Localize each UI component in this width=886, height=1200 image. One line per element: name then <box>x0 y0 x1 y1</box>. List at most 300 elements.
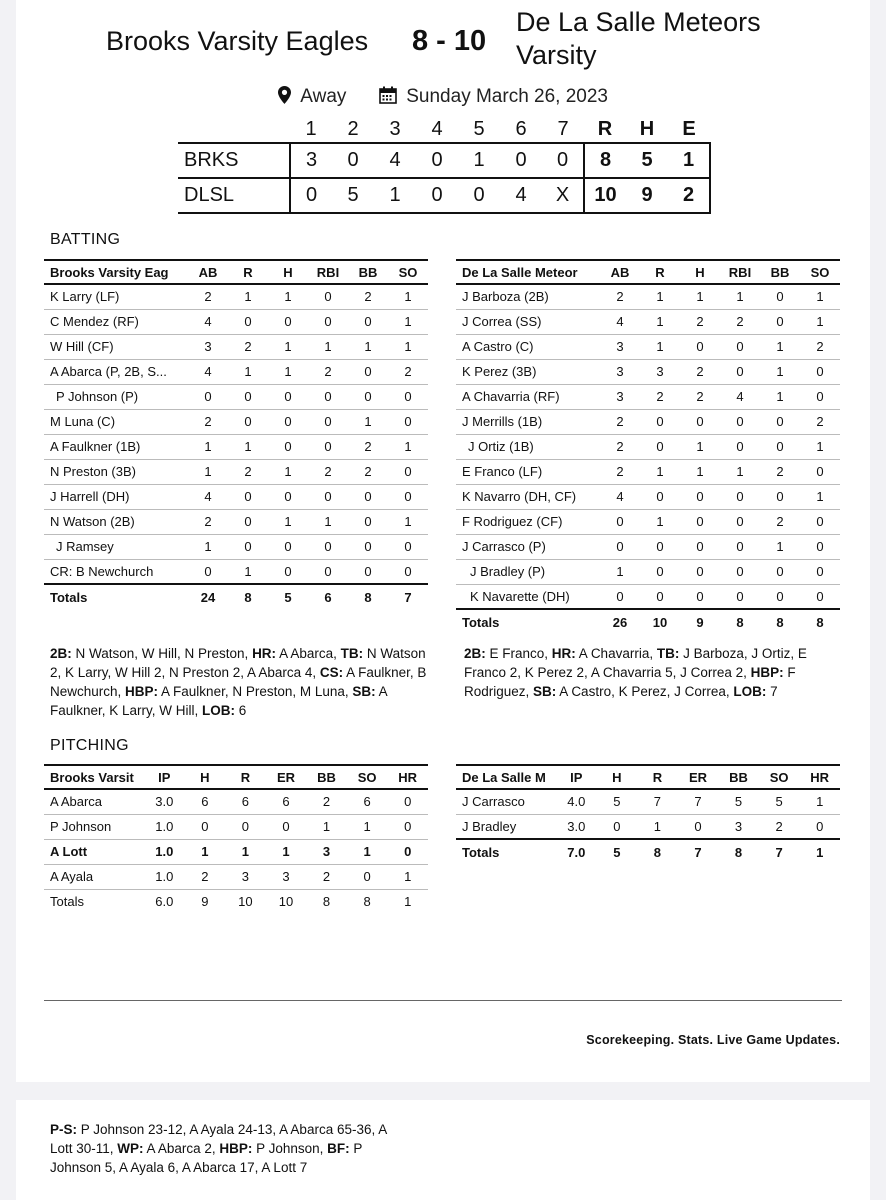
note-text: P Johnson 23-12, A Ayala 24-13, A Abarca 65-36, A Lott 30-11, <box>50 1122 387 1156</box>
note-label: TB: <box>656 646 680 661</box>
stat-cell: 0 <box>600 534 640 559</box>
totals-cell: 10 <box>640 609 680 634</box>
player-row <box>456 284 840 309</box>
stat-cell: 1 <box>268 284 308 309</box>
stat-cell: 1 <box>799 789 840 814</box>
stat-cell: 1 <box>640 459 680 484</box>
stat-cell: 0 <box>308 409 348 434</box>
stat-cell: 0 <box>760 434 800 459</box>
stat-cell: 3 <box>600 334 640 359</box>
inning-header: 2 <box>347 118 359 140</box>
player-name: M Luna (C) <box>44 409 188 434</box>
pitching-notes <box>50 1120 410 1177</box>
linescore-runs: 10 <box>584 178 626 213</box>
stat-cell: 0 <box>387 814 428 839</box>
team-column-header: Brooks Varsit <box>44 765 144 789</box>
stat-cell: 0 <box>640 409 680 434</box>
player-name: N Preston (3B) <box>44 459 188 484</box>
stat-column-header: SO <box>347 765 388 789</box>
stat-cell: 6 <box>185 789 226 814</box>
stat-cell: 4 <box>188 359 228 384</box>
stat-cell: 0 <box>228 309 268 334</box>
linescore-inning-cell: 1 <box>458 143 500 178</box>
stat-cell: 1 <box>188 459 228 484</box>
stat-cell: 0 <box>228 384 268 409</box>
stat-cell: 0 <box>388 534 428 559</box>
stat-cell: 4.0 <box>556 789 597 814</box>
stat-cell: 1 <box>188 434 228 459</box>
stat-cell: 0 <box>800 359 840 384</box>
stat-cell: 0 <box>680 509 720 534</box>
stat-cell: 7 <box>637 789 678 814</box>
stat-cell: 0 <box>348 309 388 334</box>
linescore-errors: 1 <box>668 143 710 178</box>
stat-cell: 2 <box>308 459 348 484</box>
stat-cell: 0 <box>348 559 388 584</box>
stat-column-header: ER <box>678 765 719 789</box>
stat-cell: 0 <box>308 559 348 584</box>
stat-cell: 2 <box>680 309 720 334</box>
note-label: P-S: <box>50 1122 77 1137</box>
linescore-row <box>178 178 710 213</box>
stat-cell: 0 <box>348 484 388 509</box>
stat-cell: 2 <box>720 309 760 334</box>
stat-cell: 3 <box>306 839 347 864</box>
note-text: A Chavarria, <box>575 646 657 661</box>
player-name: A Faulkner (1B) <box>44 434 188 459</box>
stat-cell: 0 <box>188 384 228 409</box>
stat-cell: 0 <box>225 814 266 839</box>
totals-cell: 8 <box>760 609 800 634</box>
stat-cell: 0 <box>640 434 680 459</box>
stat-cell: 0 <box>228 409 268 434</box>
totals-cell: 7 <box>759 839 800 864</box>
linescore-team: DLSL <box>178 178 290 213</box>
stat-cell: 0 <box>348 359 388 384</box>
stat-cell: 1 <box>225 839 266 864</box>
stat-cell: 0 <box>348 534 388 559</box>
stat-cell: 1 <box>228 359 268 384</box>
totals-cell: 8 <box>637 839 678 864</box>
player-name: J Ortiz (1B) <box>456 434 600 459</box>
stat-cell: 0 <box>720 359 760 384</box>
stat-cell: 0 <box>308 484 348 509</box>
linescore-errors: 2 <box>668 178 710 213</box>
inning-header: 5 <box>473 118 485 140</box>
stat-cell: 0 <box>388 459 428 484</box>
stat-column-header: BB <box>348 260 388 284</box>
stat-cell: 0 <box>600 584 640 609</box>
stat-cell: 0 <box>268 534 308 559</box>
stat-cell: 4 <box>188 484 228 509</box>
footer-tagline: Scorekeeping. Stats. Live Game Updates. <box>586 1033 840 1047</box>
stat-cell: 6 <box>347 789 388 814</box>
stat-cell: 0 <box>308 284 348 309</box>
player-name: C Mendez (RF) <box>44 309 188 334</box>
linescore-inning-cell: 0 <box>416 178 458 213</box>
note-label: CS: <box>319 665 344 680</box>
totals-cell: 9 <box>201 894 209 910</box>
stat-cell: 0 <box>680 559 720 584</box>
away-team-name: De La Salle Meteors Varsity <box>516 7 761 70</box>
stat-cell: 0 <box>678 814 719 839</box>
stat-column-header: H <box>268 260 308 284</box>
player-row <box>44 309 428 334</box>
linescore-row <box>178 143 710 178</box>
totals-row <box>44 889 428 914</box>
linescore-inning-cell: 5 <box>332 178 374 213</box>
stat-column-header: IP <box>556 765 597 789</box>
totals-cell: 6.0 <box>155 894 174 910</box>
player-name: J Barboza (2B) <box>456 284 600 309</box>
stat-cell: 5 <box>597 789 638 814</box>
stat-cell: 5 <box>718 789 759 814</box>
totals-cell: 1 <box>404 894 412 910</box>
totals-cell: 8 <box>322 894 331 910</box>
stat-column-header: R <box>640 260 680 284</box>
player-row <box>456 334 840 359</box>
stat-cell: 0 <box>308 309 348 334</box>
note-label: HR: <box>551 646 576 661</box>
stat-cell: 0 <box>387 789 428 814</box>
totals-cell: 24 <box>188 584 228 609</box>
note-label: HBP: <box>219 1141 253 1156</box>
stat-cell: 0 <box>680 409 720 434</box>
stat-cell: 1 <box>308 509 348 534</box>
totals-cell: 8 <box>363 894 371 910</box>
stat-column-header: SO <box>388 260 428 284</box>
stat-cell: 2 <box>228 459 268 484</box>
player-name: K Navarro (DH, CF) <box>456 484 600 509</box>
totals-cell: 8 <box>718 839 759 864</box>
linescore-inning-cell: 3 <box>290 143 332 178</box>
totals-row <box>44 584 428 609</box>
stat-cell: 0 <box>680 334 720 359</box>
note-text: E Franco, <box>485 646 552 661</box>
stat-cell: 0 <box>720 534 760 559</box>
stat-cell: 5 <box>759 789 800 814</box>
stat-cell: 1 <box>388 509 428 534</box>
stat-cell: 0 <box>800 384 840 409</box>
totals-row <box>456 609 840 634</box>
note-label: TB: <box>340 646 364 661</box>
stat-cell: 2 <box>800 334 840 359</box>
stat-cell: 1 <box>308 334 348 359</box>
player-row <box>44 434 428 459</box>
player-row <box>44 334 428 359</box>
stat-cell: 1 <box>640 284 680 309</box>
team-column-header: Brooks Varsity Eag <box>44 260 188 284</box>
player-name: J Merrills (1B) <box>456 409 600 434</box>
note-label: 2B: <box>50 646 72 661</box>
linescore-table <box>178 117 711 214</box>
away-batting-notes <box>464 644 844 701</box>
stat-cell: 0 <box>800 534 840 559</box>
final-score: 8 - 10 <box>412 25 487 57</box>
hits-header: H <box>639 118 655 140</box>
totals-cell: 5 <box>268 584 308 609</box>
stat-cell: 0 <box>800 459 840 484</box>
note-label: BF: <box>327 1141 350 1156</box>
stat-cell: 0 <box>185 814 226 839</box>
stat-cell: 2 <box>348 434 388 459</box>
player-row <box>456 814 840 839</box>
note-label: HBP: <box>750 665 784 680</box>
stat-cell: 1 <box>600 559 640 584</box>
stat-cell: 1 <box>228 284 268 309</box>
stat-cell: 0 <box>228 534 268 559</box>
stat-cell: 0 <box>268 309 308 334</box>
stat-cell: 0 <box>308 534 348 559</box>
player-row <box>44 839 428 864</box>
player-row <box>44 484 428 509</box>
player-name: J Carrasco (P) <box>456 534 600 559</box>
player-name: A Ayala <box>44 864 144 889</box>
stat-column-header: H <box>680 260 720 284</box>
stat-cell: 1 <box>680 459 720 484</box>
stat-cell: 3 <box>225 864 266 889</box>
player-row <box>456 434 840 459</box>
home-batting-table <box>44 259 428 609</box>
team-column-header: De La Salle M <box>456 765 556 789</box>
stat-cell: 2 <box>680 359 720 384</box>
home-batting-notes <box>50 644 430 720</box>
player-name: A Castro (C) <box>456 334 600 359</box>
stat-cell: 0 <box>387 839 428 864</box>
player-row <box>456 559 840 584</box>
stat-cell: 0 <box>388 384 428 409</box>
stat-cell: 1 <box>348 334 388 359</box>
stat-cell: 2 <box>348 459 388 484</box>
away-pitching-table <box>456 764 840 864</box>
stat-column-header: HR <box>387 765 428 789</box>
player-name: J Carrasco <box>456 789 556 814</box>
game-header <box>16 0 870 80</box>
player-name: J Ramsey <box>44 534 188 559</box>
stat-cell: 0 <box>680 534 720 559</box>
stat-cell: 1 <box>760 384 800 409</box>
stat-cell: 0 <box>720 509 760 534</box>
stat-column-header: SO <box>800 260 840 284</box>
stat-cell: 1 <box>800 484 840 509</box>
stat-cell: 1 <box>266 839 307 864</box>
player-name: J Bradley (P) <box>456 559 600 584</box>
note-label: HBP: <box>125 684 159 699</box>
stat-cell: 3 <box>718 814 759 839</box>
stat-column-header: BB <box>306 765 347 789</box>
home-pitching-table <box>44 764 428 914</box>
note-text: A Faulkner, K Larry, W Hill, <box>50 684 387 718</box>
stat-cell: 0 <box>760 409 800 434</box>
note-text: A Castro, K Perez, J Correa, <box>556 684 734 699</box>
player-row <box>456 534 840 559</box>
player-name: P Johnson <box>44 814 144 839</box>
note-label: SB: <box>533 684 557 699</box>
note-label: WP: <box>117 1141 144 1156</box>
player-name: A Chavarria (RF) <box>456 384 600 409</box>
stat-cell: 0 <box>760 559 800 584</box>
stat-cell: 3 <box>266 864 307 889</box>
stat-cell: 1 <box>720 284 760 309</box>
stat-cell: 0 <box>800 584 840 609</box>
note-text: N Watson, W Hill, N Preston, <box>71 646 253 661</box>
location-pin-icon <box>278 86 291 110</box>
stat-cell: 1 <box>388 309 428 334</box>
stat-cell: 2 <box>348 284 388 309</box>
totals-label: Totals <box>456 839 556 864</box>
linescore-hits: 9 <box>626 178 668 213</box>
stat-cell: 1 <box>306 814 347 839</box>
stat-cell: 2 <box>600 459 640 484</box>
stat-cell: 0 <box>268 434 308 459</box>
totals-cell: 7 <box>388 584 428 609</box>
note-text: F Rodriguez, <box>464 665 796 699</box>
linescore-inning-cell: 1 <box>374 178 416 213</box>
linescore-inning-cell: 4 <box>374 143 416 178</box>
stat-cell: 0 <box>388 409 428 434</box>
stat-cell: 0 <box>266 814 307 839</box>
player-row <box>44 534 428 559</box>
stat-cell: 0 <box>800 509 840 534</box>
player-row <box>44 509 428 534</box>
stat-cell: 2 <box>760 459 800 484</box>
stat-cell: 1 <box>268 359 308 384</box>
footer-divider <box>44 1000 842 1001</box>
totals-row <box>456 839 840 864</box>
player-row <box>44 359 428 384</box>
stat-cell: 1 <box>800 284 840 309</box>
stat-cell: 0 <box>348 509 388 534</box>
stat-cell: 1 <box>347 839 388 864</box>
team-column-header: De La Salle Meteor <box>456 260 600 284</box>
player-row <box>456 484 840 509</box>
stat-cell: 6 <box>225 789 266 814</box>
stat-cell: 1 <box>800 309 840 334</box>
stat-cell: 2 <box>600 434 640 459</box>
home-team-name: Brooks Varsity Eagles <box>106 26 369 56</box>
game-date: Sunday March 26, 2023 <box>406 86 608 107</box>
stat-cell: 2 <box>188 509 228 534</box>
stat-cell: 1 <box>800 434 840 459</box>
totals-cell: 7 <box>678 839 719 864</box>
stat-cell: 0 <box>268 484 308 509</box>
linescore-team: BRKS <box>178 143 290 178</box>
stat-cell: 1.0 <box>144 814 185 839</box>
stat-cell: 1 <box>720 459 760 484</box>
stat-column-header: RBI <box>720 260 760 284</box>
stat-cell: 3.0 <box>556 814 597 839</box>
stat-cell: 0 <box>640 484 680 509</box>
stat-cell: 0 <box>348 384 388 409</box>
totals-cell: 8 <box>228 584 268 609</box>
player-name: K Navarette (DH) <box>456 584 600 609</box>
away-batting-table <box>456 259 840 634</box>
game-meta <box>16 86 870 110</box>
stat-cell: 0 <box>720 484 760 509</box>
stat-cell: 1 <box>388 284 428 309</box>
note-text: P Johnson 5, A Ayala 6, A Abarca 17, A Lott 7 <box>50 1141 363 1175</box>
box-score-card <box>16 0 870 1082</box>
linescore-inning-cell: 0 <box>416 143 458 178</box>
stat-cell: 6 <box>266 789 307 814</box>
note-text: 7 <box>766 684 778 699</box>
player-name: P Johnson (P) <box>44 384 188 409</box>
inning-header: 4 <box>431 118 443 140</box>
stat-cell: 1 <box>228 559 268 584</box>
calendar-icon <box>379 86 397 110</box>
linescore-inning-cell: 4 <box>500 178 542 213</box>
note-label: LOB: <box>733 684 767 699</box>
note-text: A Faulkner, N Preston, M Luna, <box>158 684 353 699</box>
stat-cell: 0 <box>388 559 428 584</box>
stat-cell: 0 <box>308 434 348 459</box>
stat-cell: 0 <box>640 559 680 584</box>
player-row <box>44 789 428 814</box>
stat-cell: 1 <box>680 434 720 459</box>
stat-cell: 0 <box>268 409 308 434</box>
inning-header: 6 <box>515 118 527 140</box>
stat-cell: 1 <box>388 334 428 359</box>
totals-cell: 6 <box>308 584 348 609</box>
stat-cell: 2 <box>185 864 226 889</box>
player-name: K Perez (3B) <box>456 359 600 384</box>
stat-cell: 0 <box>800 559 840 584</box>
linescore-inning-cell: 0 <box>290 178 332 213</box>
totals-label: Totals <box>44 584 188 609</box>
stat-cell: 0 <box>760 284 800 309</box>
player-name: CR: B Newchurch <box>44 559 188 584</box>
batting-section-title: BATTING <box>50 231 121 248</box>
stat-cell: 1 <box>760 334 800 359</box>
stats-header-row <box>456 260 840 284</box>
stat-cell: 2 <box>800 409 840 434</box>
note-text: A Faulkner, B Newchurch, <box>50 665 427 699</box>
stat-cell: 4 <box>600 309 640 334</box>
stat-cell: 0 <box>188 559 228 584</box>
stat-cell: 0 <box>720 584 760 609</box>
linescore-inning-cell: 0 <box>332 143 374 178</box>
totals-cell: 26 <box>600 609 640 634</box>
linescore-inning-cell: 0 <box>500 143 542 178</box>
stat-cell: 1.0 <box>144 864 185 889</box>
totals-cell: 10 <box>238 894 253 910</box>
pitching-section-title: PITCHING <box>50 737 129 754</box>
stat-column-header: R <box>637 765 678 789</box>
player-name: A Lott <box>44 839 144 864</box>
stat-column-header: R <box>225 765 266 789</box>
player-name: N Watson (2B) <box>44 509 188 534</box>
player-name: J Bradley <box>456 814 556 839</box>
player-name: W Hill (CF) <box>44 334 188 359</box>
errors-header: E <box>682 118 696 140</box>
stat-cell: 0 <box>388 484 428 509</box>
stat-cell: 1 <box>268 459 308 484</box>
stat-cell: 2 <box>188 284 228 309</box>
stat-cell: 1 <box>347 814 388 839</box>
stat-cell: 2 <box>600 284 640 309</box>
totals-cell: 10 <box>278 894 294 910</box>
linescore-inning-cell: X <box>542 178 584 213</box>
stat-cell: 3 <box>600 359 640 384</box>
stat-column-header: IP <box>144 765 185 789</box>
stat-cell: 2 <box>188 409 228 434</box>
stat-column-header: ER <box>266 765 307 789</box>
player-row <box>44 284 428 309</box>
totals-label: Totals <box>456 609 600 634</box>
totals-cell: 9 <box>680 609 720 634</box>
stat-cell: 1 <box>640 309 680 334</box>
totals-cell: 1 <box>799 839 840 864</box>
